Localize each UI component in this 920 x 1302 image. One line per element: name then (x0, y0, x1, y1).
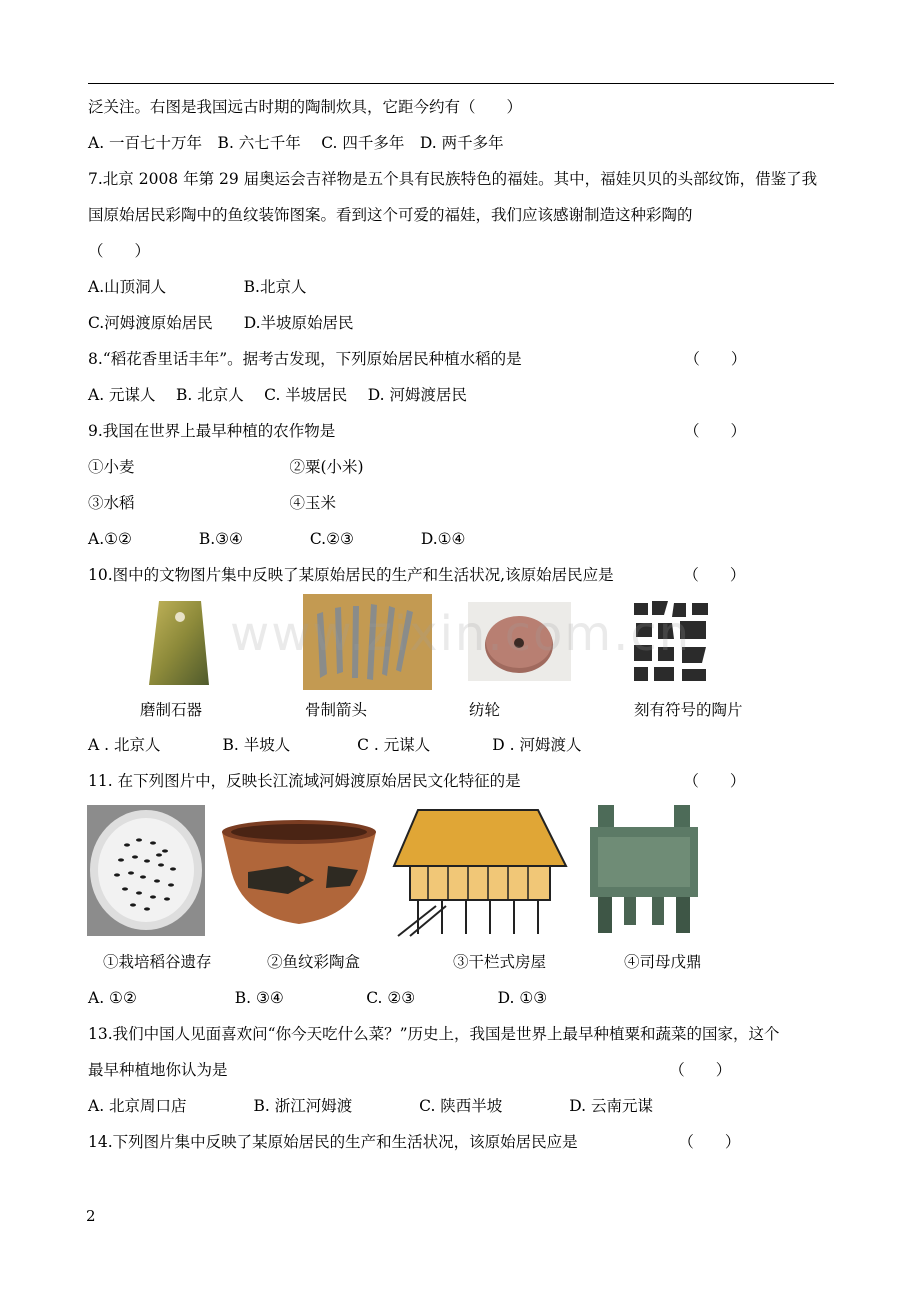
question-10: 10.图中的文物图片集中反映了某原始居民的生产和生活状况,该原始居民应是 （ ） (88, 566, 746, 584)
caption-ding: ④司母戊鼎 (624, 953, 702, 971)
answer-blank: （ ） (88, 242, 151, 260)
options: ①小麦 ②粟(小米) (88, 458, 364, 476)
caption-spindle-whorl: 纺轮 (469, 701, 501, 719)
stilt-house-image (388, 806, 571, 941)
caption-pottery-shards: 刻有符号的陶片 (634, 701, 743, 719)
caption-stone-tools: 磨制石器 (140, 701, 203, 719)
spindle-whorl-image (468, 602, 571, 681)
header-rule (88, 83, 834, 84)
options: C.河姆渡原始居民 D.半坡原始居民 (88, 314, 354, 332)
stone-tool-image (139, 595, 221, 689)
options: A. 元谋人 B. 北京人 C. 半坡居民 D. 河姆渡居民 (88, 386, 467, 404)
caption-rice-grains: ①栽培稻谷遗存 (103, 953, 212, 971)
question-7: 7.北京 2008 年第 29 届奥运会吉祥物是五个具有民族特色的福娃。其中，福娃贝贝的头部纹饰，借鉴了我 (88, 170, 818, 188)
question-14: 14.下列图片集中反映了某原始居民的生产和生活状况，该原始居民应是 （ ） (88, 1133, 741, 1151)
text-line: A. 一百七十万年 B. 六七千年 C. 四千多年 D. 两千多年 (88, 134, 504, 152)
question-9: 9.我国在世界上最早种植的农作物是 （ ） (88, 422, 747, 440)
question-8: 8.“稻花香里话丰年”。据考古发现，下列原始居民种植水稻的是 （ ） (88, 350, 747, 368)
caption-stilt-house: ③干栏式房屋 (453, 953, 547, 971)
pottery-shards-image (630, 599, 711, 686)
options: A. 北京周口店 B. 浙江河姆渡 C. 陕西半坡 D. 云南元谋 (88, 1097, 653, 1115)
options: ③水稻 ④玉米 (88, 494, 337, 512)
page-number: 2 (86, 1207, 96, 1225)
question-13: 13.我们中国人见面喜欢问“你今天吃什么菜？”历史上，我国是世界上最早种植粟和蔬菜的国家，这个 (88, 1025, 780, 1043)
simuwu-ding-image (584, 803, 704, 938)
watermark: www.zixin.com.cn (230, 606, 692, 662)
options: A . 北京人 B. 半坡人 C . 元谋人 D . 河姆渡人 (88, 736, 582, 754)
text-line: 最早种植地你认为是 （ ） (88, 1061, 732, 1079)
text-line: 国原始居民彩陶中的鱼纹装饰图案。看到这个可爱的福娃，我们应该感谢制造这种彩陶的 (88, 206, 693, 224)
options: A. ①② B. ③④ C. ②③ D. ①③ (88, 989, 548, 1007)
question-11: 11. 在下列图片中，反映长江流域河姆渡原始居民文化特征的是 （ ） (88, 772, 746, 790)
rice-grains-image (87, 805, 205, 936)
caption-bone-arrowheads: 骨制箭头 (305, 701, 368, 719)
bone-arrowheads-image (303, 594, 432, 690)
text-line: 泛关注。右图是我国远古时期的陶制炊具，它距今约有（ ） (88, 98, 523, 116)
fish-pottery-basin-image (218, 816, 380, 927)
options: A.①② B.③④ C.②③ D.①④ (88, 530, 466, 548)
caption-fish-basin: ②鱼纹彩陶盒 (267, 953, 361, 971)
options: A.山顶洞人 B.北京人 (88, 278, 307, 296)
